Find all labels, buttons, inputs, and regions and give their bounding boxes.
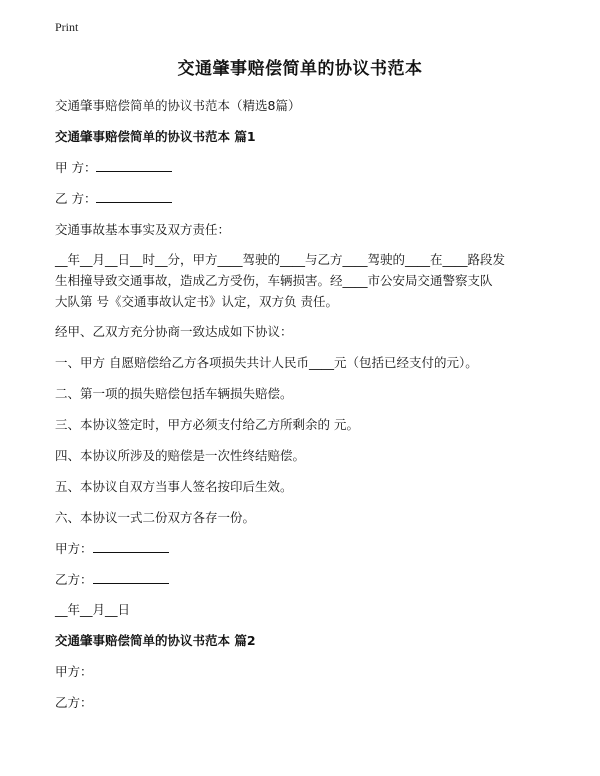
signature-b-blank — [93, 571, 169, 584]
party-b-label: 乙 方： — [55, 191, 97, 206]
facts-heading: 交通事故基本事实及双方责任： — [55, 222, 231, 237]
print-link[interactable]: Print — [55, 20, 79, 34]
clause-4: 四、本协议所涉及的赔偿是一次性终结赔偿。 — [55, 448, 306, 463]
section-1-heading: 交通肇事赔偿简单的协议书范本 篇1 — [55, 129, 256, 144]
clause-6: 六、本协议一式二份双方各存一份。 — [55, 510, 256, 525]
signature-a-blank — [93, 540, 169, 553]
document-intro: 交通肇事赔偿简单的协议书范本（精选8篇） — [55, 98, 301, 113]
document-title: 交通肇事赔偿简单的协议书范本 — [177, 59, 423, 79]
signature-b-line — [55, 570, 169, 588]
party-a-label: 甲 方： — [55, 160, 97, 175]
facts-paragraph-line-3: 大队第 号《交通事故认定书》认定，双方负 责任。 — [55, 294, 338, 309]
section-2-heading: 交通肇事赔偿简单的协议书范本 篇2 — [55, 633, 256, 648]
signature-a-label: 甲方： — [55, 541, 93, 556]
facts-paragraph-line-1: __年__月__日__时__分，甲方____驾驶的____与乙方____驾驶的____在____路段发 — [55, 252, 506, 267]
signature-a-line — [55, 539, 169, 557]
clause-2: 二、第一项的损失赔偿包括车辆损失赔偿。 — [55, 386, 293, 401]
party-b-blank — [96, 190, 172, 203]
clause-1: 一、甲方 自愿赔偿给乙方各项损失共计人民币____元（包括已经支付的元）。 — [55, 355, 478, 370]
clause-5: 五、本协议自双方当事人签名按印后生效。 — [55, 479, 293, 494]
section-2-party-a: 甲方： — [55, 664, 93, 679]
party-b-line — [55, 189, 172, 207]
clause-3: 三、本协议签定时，甲方必须支付给乙方所剩余的 元。 — [55, 417, 359, 432]
party-a-line — [55, 158, 172, 176]
agreement-intro: 经甲、乙双方充分协商一致达成如下协议： — [55, 324, 293, 339]
signature-b-label: 乙方： — [55, 572, 93, 587]
section-2-party-b: 乙方： — [55, 695, 93, 710]
party-a-blank — [96, 159, 172, 172]
signature-date: __年__月__日 — [55, 602, 131, 617]
facts-paragraph-line-2: 生相撞导致交通事故，造成乙方受伤，车辆损害。经____市公安局交通警察支队 — [55, 273, 493, 288]
